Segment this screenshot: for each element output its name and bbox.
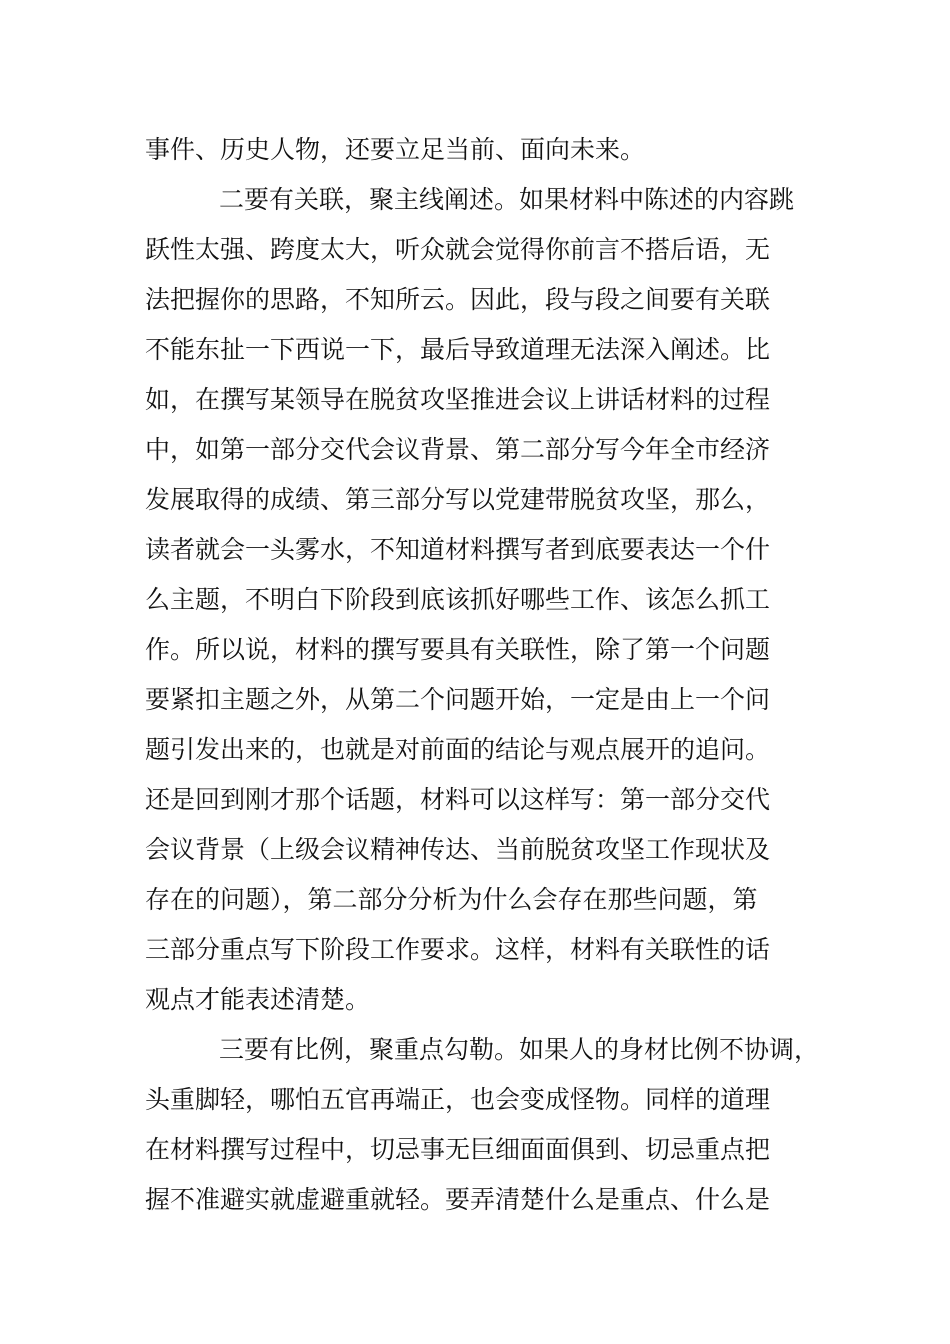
text-line: 如，在撰写某领导在脱贫攻坚推进会议上讲话材料的过程: [145, 385, 771, 414]
text-line: 要紧扣主题之外，从第二个问题开始，一定是由上一个问: [145, 685, 771, 714]
text-line: 会议背景（上级会议精神传达、当前脱贫攻坚工作现状及: [145, 835, 771, 864]
text-line: 法把握你的思路，不知所云。因此，段与段之间要有关联: [145, 285, 771, 314]
text-line: 握不准避实就虚避重就轻。要弄清楚什么是重点、什么是: [145, 1185, 771, 1214]
text-line: 作。所以说，材料的撰写要具有关联性，除了第一个问题: [145, 635, 771, 664]
text-line: 三部分重点写下阶段工作要求。这样，材料有关联性的话: [145, 935, 771, 964]
text-line: 还是回到刚才那个话题，材料可以这样写：第一部分交代: [145, 785, 771, 814]
text-line: 事件、历史人物，还要立足当前、面向未来。: [145, 135, 646, 164]
text-line: 么主题，不明白下阶段到底该抓好哪些工作、该怎么抓工: [145, 585, 771, 614]
text-line: 存在的问题），第二部分分析为什么会存在那些问题，第: [145, 885, 758, 914]
paragraph-start-line: 三要有比例，聚重点勾勒。如果人的身材比例不协调，: [219, 1035, 820, 1064]
text-line: 跃性太强、跨度太大，听众就会觉得你前言不搭后语，无: [145, 235, 771, 264]
text-line: 在材料撰写过程中，切忌事无巨细面面俱到、切忌重点把: [145, 1135, 771, 1164]
text-line: 发展取得的成绩、第三部分写以党建带脱贫攻坚，那么，: [145, 485, 771, 514]
text-line: 中，如第一部分交代会议背景、第二部分写今年全市经济: [145, 435, 771, 464]
text-line: 观点才能表述清楚。: [145, 985, 371, 1014]
text-line: 头重脚轻，哪怕五官再端正，也会变成怪物。同样的道理: [145, 1085, 771, 1114]
text-line: 不能东扯一下西说一下，最后导致道理无法深入阐述。比: [145, 335, 771, 364]
text-line: 读者就会一头雾水，不知道材料撰写者到底要表达一个什: [145, 535, 771, 564]
text-line: 题引发出来的，也就是对前面的结论与观点展开的追问。: [145, 735, 771, 764]
paragraph-start-line: 二要有关联，聚主线阐述。如果材料中陈述的内容跳: [219, 185, 795, 214]
